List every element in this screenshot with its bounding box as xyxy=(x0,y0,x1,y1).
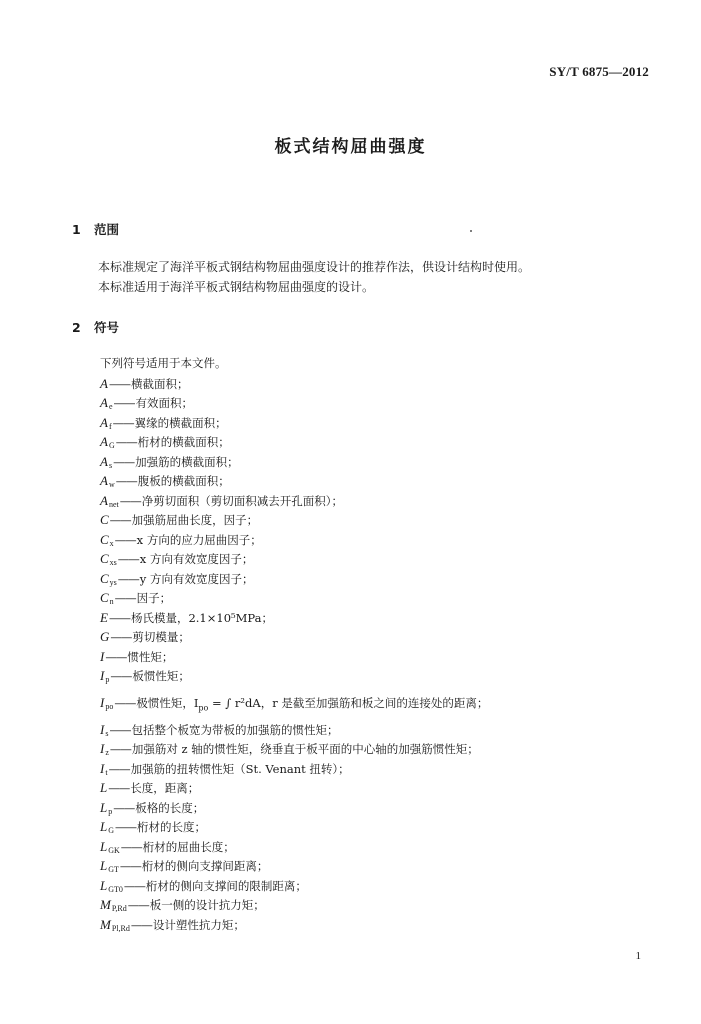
symbol-row xyxy=(100,739,488,759)
symbol-row xyxy=(100,837,488,857)
symbol-row xyxy=(100,895,488,915)
em-dash: —— xyxy=(108,376,130,391)
symbol-subscript: n xyxy=(109,597,114,606)
symbol-subscript: p xyxy=(108,806,113,816)
symbol-row xyxy=(100,530,488,550)
symbol-row xyxy=(100,686,488,720)
em-dash: —— xyxy=(114,591,136,605)
symbol-description: 翼缘的横截面积； xyxy=(134,415,227,430)
symbol-row xyxy=(100,491,488,511)
symbol: $M_{P,Rd}$ xyxy=(100,897,127,913)
symbol: $A_f$ xyxy=(100,414,112,431)
scan-speck xyxy=(470,230,472,232)
symbol-description: 设计塑性抗力矩； xyxy=(152,917,245,932)
symbol: $A_G$ xyxy=(100,434,115,450)
em-dash: —— xyxy=(127,898,149,912)
symbol-subscript: z xyxy=(105,748,109,757)
em-dash: —— xyxy=(110,669,132,683)
symbol-subscript: GT xyxy=(108,865,119,874)
em-dash: —— xyxy=(105,649,127,664)
symbol-description: 加强筋的横截面积； xyxy=(135,454,239,469)
symbol-subscript: net xyxy=(108,499,119,509)
symbol: $I_{po}$ xyxy=(100,694,114,711)
scope-paragraph: 本标准适用于海洋平板式钢结构物屈曲强度的设计。 xyxy=(98,280,375,294)
symbol-description: 长度，距离； xyxy=(130,781,200,795)
symbol-row xyxy=(100,759,488,779)
symbol-subscript: s xyxy=(105,728,109,738)
symbol-description: y 方向有效宽度因子； xyxy=(139,571,254,586)
symbol-description: x 方向的应力屈曲因子； xyxy=(136,532,262,547)
em-dash: —— xyxy=(120,839,142,854)
symbol-subscript: GK xyxy=(108,845,120,855)
symbol-subscript: po xyxy=(105,701,114,711)
section-number: 1 xyxy=(72,222,81,237)
symbol-row xyxy=(100,608,488,628)
section-heading-symbols xyxy=(72,318,119,336)
symbol-description: 加强筋屈曲长度，因子； xyxy=(131,513,259,527)
em-dash: —— xyxy=(115,435,137,449)
em-dash: —— xyxy=(113,800,135,815)
symbol-description: 桁材的侧向支撑间距离； xyxy=(141,859,269,873)
symbol-subscript: Pl,Rd xyxy=(111,923,130,933)
symbol-row xyxy=(100,778,488,798)
symbol-subscript: w xyxy=(108,480,115,489)
symbol: $A_{net}$ xyxy=(100,492,119,509)
symbol-subscript: G xyxy=(108,441,115,450)
em-dash: —— xyxy=(108,610,130,625)
intro-text: 下列符号适用于本文件。 xyxy=(100,356,227,370)
em-dash: —— xyxy=(108,781,130,795)
symbol: G xyxy=(100,629,110,644)
symbol: $L_{GT}$ xyxy=(100,858,119,874)
em-dash: —— xyxy=(109,722,131,737)
symbol-row xyxy=(100,817,488,837)
symbol-row xyxy=(100,510,488,530)
page-title: 板式结构屈曲强度 xyxy=(274,137,427,157)
em-dash: —— xyxy=(113,396,135,410)
formula-text: = ∫ r²dA，r 是截至加强筋和板之间的连接处的距离； xyxy=(208,695,489,710)
symbol: $C_{ys}$ xyxy=(100,570,117,587)
symbol-description: 腹板的横截面积； xyxy=(137,474,230,488)
symbol-description: 桁材的侧向支撑间的限制距离； xyxy=(145,878,307,893)
symbol: $C_x$ xyxy=(100,531,114,548)
symbol: $I_p$ xyxy=(100,668,110,684)
symbol-intro xyxy=(100,354,488,374)
symbol-description: 净剪切面积（剪切面积减去开孔面积）； xyxy=(141,493,343,508)
em-dash: —— xyxy=(130,917,152,932)
symbol-row xyxy=(100,856,488,876)
symbol: $A_s$ xyxy=(100,453,113,470)
em-dash: —— xyxy=(114,532,136,547)
symbol: C xyxy=(100,512,109,527)
symbol: I xyxy=(100,648,105,664)
em-dash: —— xyxy=(117,552,139,566)
symbol-description: 板一侧的设计抗力矩； xyxy=(149,898,265,912)
symbol: $C_{xs}$ xyxy=(100,551,117,567)
symbol-subscript: x xyxy=(109,538,114,548)
symbol: L xyxy=(100,780,108,795)
symbol-row xyxy=(100,588,488,608)
symbol-subscript: t xyxy=(105,767,108,777)
symbol: $A_w$ xyxy=(100,473,115,489)
symbol-row xyxy=(100,627,488,647)
em-dash: —— xyxy=(114,695,136,710)
symbol-subscript: P,Rd xyxy=(111,904,127,913)
em-dash: —— xyxy=(110,630,132,644)
em-dash: —— xyxy=(109,513,131,527)
symbol: $L_{GK}$ xyxy=(100,838,120,855)
symbol-description: x 方向有效宽度因子； xyxy=(139,552,254,566)
symbol-row xyxy=(100,666,488,686)
symbol-subscript: ys xyxy=(109,577,117,587)
symbol-description: 板惯性矩； xyxy=(132,669,190,683)
symbol-description: 桁材的长度； xyxy=(137,820,207,834)
symbol-description: 加强筋的扭转惯性矩（St. Venant 扭转）； xyxy=(130,761,350,776)
section-title: 范围 xyxy=(94,222,120,237)
section-title: 符号 xyxy=(94,320,120,335)
symbol-subscript: p xyxy=(105,675,110,684)
em-dash: —— xyxy=(112,415,134,430)
em-dash: —— xyxy=(119,493,141,508)
symbol-row xyxy=(100,471,488,491)
symbol-row xyxy=(100,569,488,589)
symbol-description: 杨氏模量，2.1×10⁵MPa； xyxy=(130,610,273,625)
symbol-description: 极惯性矩，I xyxy=(136,695,199,710)
symbol-row xyxy=(100,720,488,740)
symbol-subscript: xs xyxy=(109,558,117,567)
symbol-subscript: f xyxy=(108,421,112,431)
symbol-row xyxy=(100,413,488,433)
em-dash: —— xyxy=(117,571,139,586)
symbol-row xyxy=(100,647,488,667)
section-number: 2 xyxy=(72,320,81,335)
em-dash: —— xyxy=(115,474,137,488)
formula-subscript: po xyxy=(198,702,209,712)
em-dash: —— xyxy=(109,742,131,756)
symbol-description: 桁材的横截面积； xyxy=(137,435,230,449)
symbol-subscript: e xyxy=(108,402,113,411)
symbol: $L_G$ xyxy=(100,819,115,835)
symbol: $M_{Pl,Rd}$ xyxy=(100,916,130,933)
symbol-description: 因子； xyxy=(136,591,172,605)
scope-paragraph: 本标准规定了海洋平板式钢结构物屈曲强度设计的推荐作法，供设计结构时使用。 xyxy=(98,260,531,274)
symbol-description: 桁材的屈曲长度； xyxy=(142,839,235,854)
symbol: $L_p$ xyxy=(100,799,113,816)
symbol-description: 加强筋对 z 轴的惯性矩，绕垂直于板平面的中心轴的加强筋惯性矩； xyxy=(131,742,479,756)
symbol-subscript: G xyxy=(108,826,115,835)
symbol-description: 剪切模量； xyxy=(132,630,190,644)
symbol-description: 横截面积； xyxy=(130,376,189,391)
symbol-row xyxy=(100,393,488,413)
em-dash: —— xyxy=(115,820,137,834)
symbol: $A_e$ xyxy=(100,395,113,411)
symbol: $I_z$ xyxy=(100,741,109,757)
em-dash: —— xyxy=(123,878,145,893)
symbol-row xyxy=(100,798,488,818)
symbol-description: 惯性矩； xyxy=(127,649,174,664)
symbol-subscript: s xyxy=(108,460,113,470)
symbol: $C_n$ xyxy=(100,590,114,606)
symbol-row xyxy=(100,876,488,896)
symbol-row xyxy=(100,915,488,935)
symbol-subscript: GT0 xyxy=(108,884,123,894)
symbol-description: 有效面积； xyxy=(135,396,194,410)
symbol: $I_t$ xyxy=(100,760,108,777)
symbol-description: 包括整个板宽为带板的加强筋的惯性矩； xyxy=(131,722,339,737)
em-dash: —— xyxy=(119,859,141,873)
symbol: E xyxy=(100,609,108,625)
symbol: $I_s$ xyxy=(100,721,109,738)
symbol-description: 板格的长度； xyxy=(135,800,205,815)
symbol-list xyxy=(100,354,488,934)
symbol: $L_{GT0}$ xyxy=(100,877,123,894)
em-dash: —— xyxy=(113,454,135,469)
page-number: 1 xyxy=(635,950,641,962)
symbol-row xyxy=(100,432,488,452)
symbol-row xyxy=(100,374,488,394)
symbol-row xyxy=(100,452,488,472)
symbol-row xyxy=(100,549,488,569)
section-heading-scope xyxy=(72,220,119,238)
symbol: A xyxy=(100,375,108,391)
standard-code: SY/T 6875—2012 xyxy=(549,64,649,79)
em-dash: —— xyxy=(108,761,130,776)
